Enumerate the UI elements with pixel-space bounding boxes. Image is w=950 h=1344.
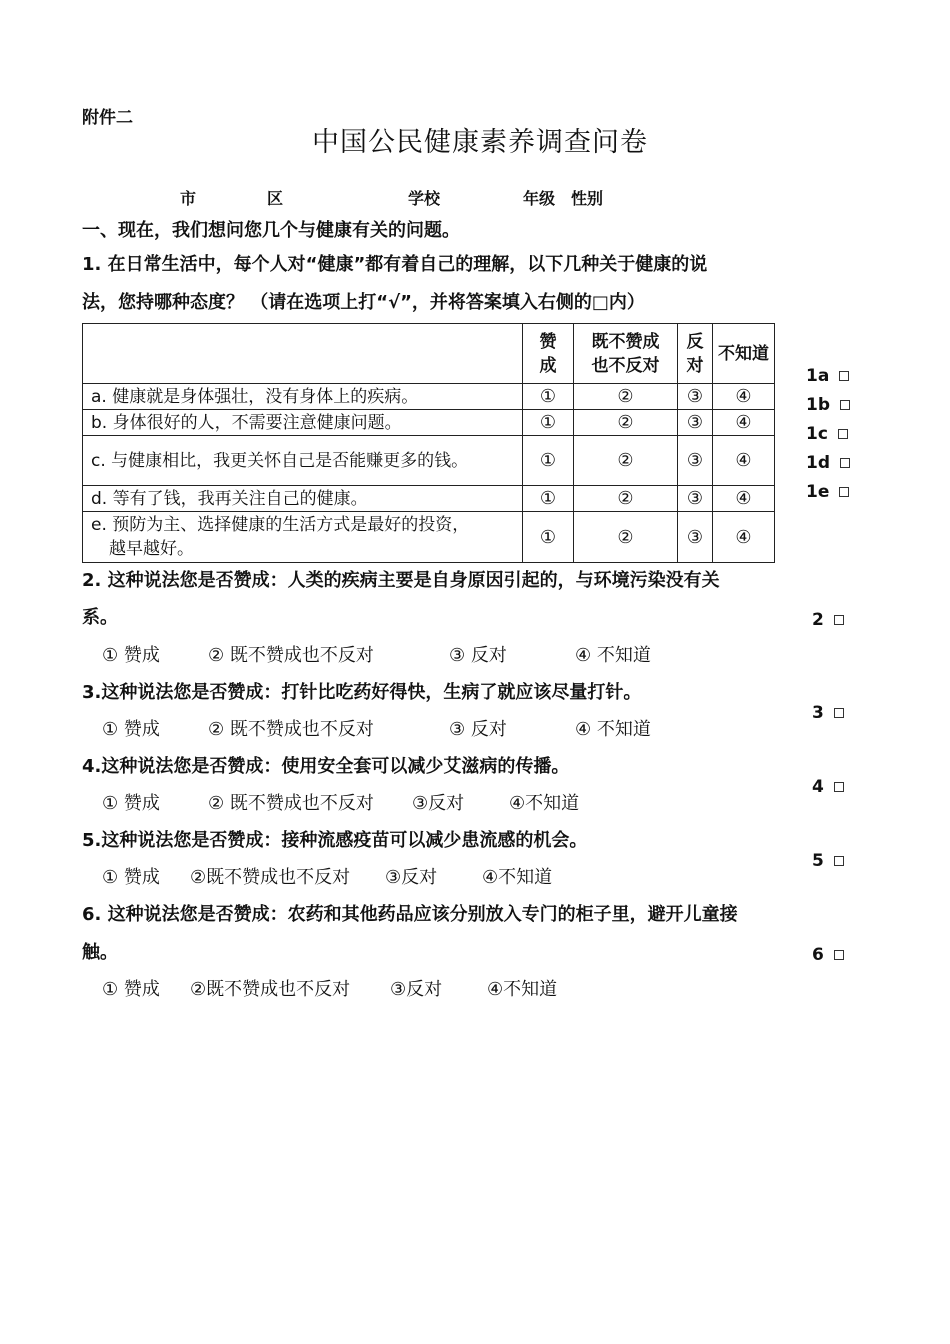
q2-text-line2: 系。 — [82, 607, 118, 628]
answer-5[interactable]: 5 — [812, 851, 844, 871]
q4-option-4[interactable]: ④不知道 — [509, 793, 580, 814]
q1-row-b-text: b. 身体很好的人，不需要注意健康问题。 — [83, 410, 523, 436]
answer-3[interactable]: 3 — [812, 703, 844, 723]
q1-row-a-opt3[interactable]: ③ — [678, 384, 713, 410]
q6-option-3[interactable]: ③反对 — [390, 979, 443, 1000]
q5-option-3[interactable]: ③反对 — [385, 867, 438, 888]
q6-text-line2: 触。 — [82, 942, 118, 963]
q6-option-4[interactable]: ④不知道 — [487, 979, 558, 1000]
q2-option-2[interactable]: ② 既不赞成也不反对 — [208, 645, 374, 666]
q1-row-b-opt1[interactable]: ① — [523, 410, 574, 436]
section-title: 一、现在，我们想问您几个与健康有关的问题。 — [82, 220, 460, 241]
q4-option-1[interactable]: ① 赞成 — [102, 793, 160, 814]
q1-row-e-opt2[interactable]: ② — [574, 512, 678, 563]
answer-box-1a[interactable] — [839, 371, 849, 381]
q1-row-e-text — [83, 512, 523, 563]
q1-row-c-opt4[interactable]: ④ — [713, 436, 775, 486]
answer-4[interactable]: 4 — [812, 777, 844, 797]
q1-row-c-opt2[interactable]: ② — [574, 436, 678, 486]
q1-table — [82, 323, 775, 563]
answer-box-3[interactable] — [834, 708, 844, 718]
fill-school-label: 学校 — [408, 189, 441, 208]
q4-option-3[interactable]: ③反对 — [412, 793, 465, 814]
q2-option-3[interactable]: ③ 反对 — [449, 645, 507, 666]
q1-row-a — [83, 384, 775, 410]
q5-text: 5.这种说法您是否赞成：接种流感疫苗可以减少患流感的机会。 — [82, 830, 588, 851]
q1-row-b-opt3[interactable]: ③ — [678, 410, 713, 436]
q1-row-c — [83, 436, 775, 486]
q1-row-e-text-line2: 越早越好。 — [109, 539, 194, 559]
q6-option-2[interactable]: ②既不赞成也不反对 — [190, 979, 351, 1000]
q1-row-d-opt3[interactable]: ③ — [678, 486, 713, 512]
q1-text-line1: 1. 在日常生活中，每个人对“健康”都有着自己的理解，以下几种关于健康的说 — [82, 254, 708, 275]
q4-text: 4.这种说法您是否赞成：使用安全套可以减少艾滋病的传播。 — [82, 756, 570, 777]
q5-option-4[interactable]: ④不知道 — [482, 867, 553, 888]
q2-option-4[interactable]: ④ 不知道 — [575, 645, 651, 666]
q1-row-e — [83, 512, 775, 563]
q1-row-a-opt4[interactable]: ④ — [713, 384, 775, 410]
answer-1e[interactable]: 1e — [806, 482, 849, 502]
q1-row-e-opt4[interactable]: ④ — [713, 512, 775, 563]
q1-header-blank — [83, 324, 523, 384]
q1-row-a-opt2[interactable]: ② — [574, 384, 678, 410]
q1-row-c-text: c. 与健康相比，我更关怀自己是否能赚更多的钱。 — [83, 436, 523, 486]
q1-row-d-opt4[interactable]: ④ — [713, 486, 775, 512]
q6-option-1[interactable]: ① 赞成 — [102, 979, 160, 1000]
q1-header-neutral: 既不赞成也不反对 — [574, 324, 678, 384]
answer-box-2[interactable] — [834, 615, 844, 625]
answer-1d[interactable]: 1d — [806, 453, 850, 473]
q1-header-unknown: 不知道 — [713, 324, 775, 384]
q1-row-d-text: d. 等有了钱，我再关注自己的健康。 — [83, 486, 523, 512]
q1-row-b-opt2[interactable]: ② — [574, 410, 678, 436]
q1-header-disagree: 反对 — [678, 324, 713, 384]
fill-gender-label: 性别 — [571, 189, 604, 208]
q1-row-e-opt1[interactable]: ① — [523, 512, 574, 563]
q1-header-row — [83, 324, 775, 384]
q4-option-2[interactable]: ② 既不赞成也不反对 — [208, 793, 374, 814]
fill-grade-label: 年级 — [523, 189, 556, 208]
q1-row-b — [83, 410, 775, 436]
q3-option-2[interactable]: ② 既不赞成也不反对 — [208, 719, 374, 740]
answer-box-1c[interactable] — [838, 429, 848, 439]
q1-row-e-opt3[interactable]: ③ — [678, 512, 713, 563]
answer-box-4[interactable] — [834, 782, 844, 792]
answer-1c[interactable]: 1c — [806, 424, 848, 444]
page-title: 中国公民健康素养调查问卷 — [312, 127, 648, 158]
q1-text-line2: 法，您持哪种态度？ （请在选项上打“√”，并将答案填入右侧的□内） — [82, 292, 645, 313]
answer-box-6[interactable] — [834, 950, 844, 960]
q1-row-b-opt4[interactable]: ④ — [713, 410, 775, 436]
q3-option-1[interactable]: ① 赞成 — [102, 719, 160, 740]
q1-header-agree: 赞成 — [523, 324, 574, 384]
q1-row-a-opt1[interactable]: ① — [523, 384, 574, 410]
q1-row-d-opt1[interactable]: ① — [523, 486, 574, 512]
q2-text-line1: 2. 这种说法您是否赞成：人类的疾病主要是自身原因引起的，与环境污染没有关 — [82, 570, 720, 591]
answer-box-1d[interactable] — [840, 458, 850, 468]
q5-option-1[interactable]: ① 赞成 — [102, 867, 160, 888]
answer-1b[interactable]: 1b — [806, 395, 850, 415]
answer-box-1e[interactable] — [839, 487, 849, 497]
attachment-label: 附件二 — [82, 108, 133, 128]
answer-2[interactable]: 2 — [812, 610, 844, 630]
q1-row-c-opt3[interactable]: ③ — [678, 436, 713, 486]
q1-row-d — [83, 486, 775, 512]
q3-option-3[interactable]: ③ 反对 — [449, 719, 507, 740]
fill-district-label: 区 — [267, 189, 284, 208]
fill-city-label: 市 — [180, 189, 197, 208]
q1-row-c-opt1[interactable]: ① — [523, 436, 574, 486]
q1-row-a-text: a. 健康就是身体强壮，没有身体上的疾病。 — [83, 384, 523, 410]
answer-1a[interactable]: 1a — [806, 366, 849, 386]
answer-box-1b[interactable] — [840, 400, 850, 410]
answer-6[interactable]: 6 — [812, 945, 844, 965]
answer-box-5[interactable] — [834, 856, 844, 866]
q3-text: 3.这种说法您是否赞成：打针比吃药好得快，生病了就应该尽量打针。 — [82, 682, 642, 703]
q1-row-e-text-line1: e. 预防为主、选择健康的生活方式是最好的投资， — [91, 515, 470, 535]
q3-option-4[interactable]: ④ 不知道 — [575, 719, 651, 740]
q2-option-1[interactable]: ① 赞成 — [102, 645, 160, 666]
q6-text-line1: 6. 这种说法您是否赞成：农药和其他药品应该分别放入专门的柜子里，避开儿童接 — [82, 904, 738, 925]
q5-option-2[interactable]: ②既不赞成也不反对 — [190, 867, 351, 888]
q1-row-d-opt2[interactable]: ② — [574, 486, 678, 512]
